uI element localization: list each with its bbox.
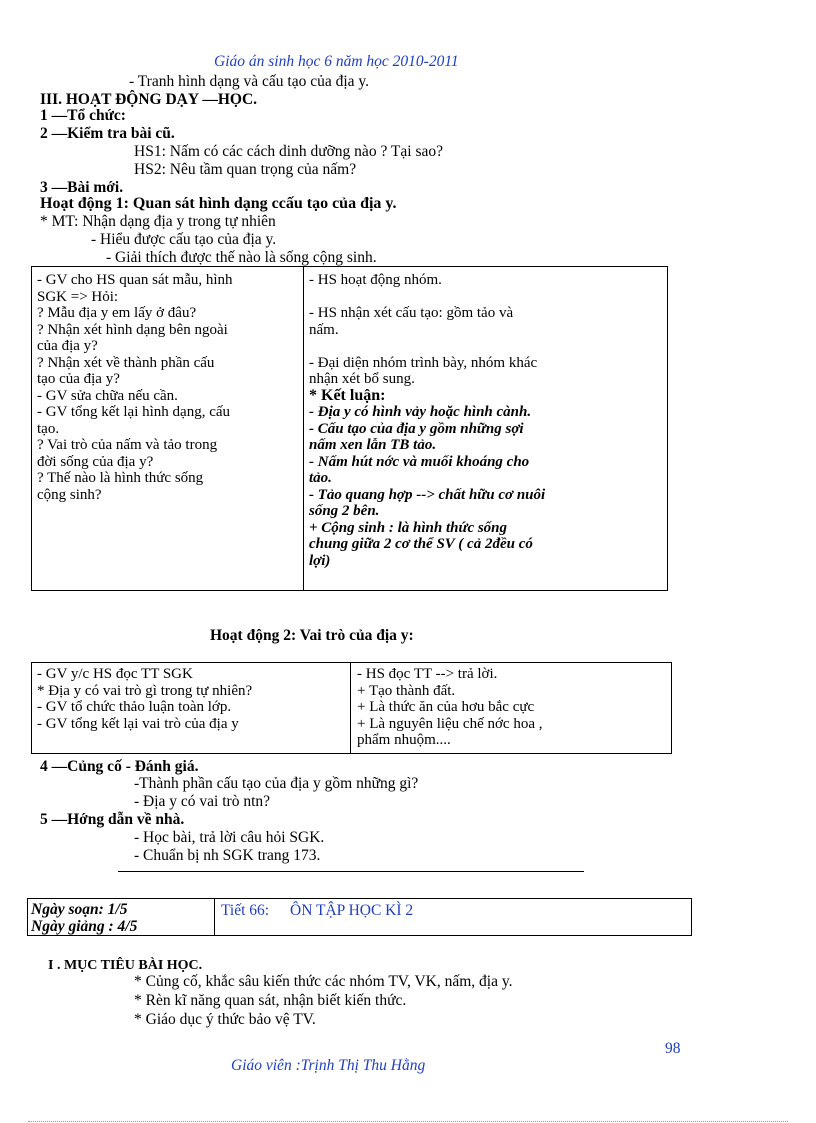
student-response: - HS nhận xét cấu tạo: gồm tảo và — [309, 305, 514, 321]
question-hs2: HS2: Nêu tầm quan trọng của nấm? — [134, 161, 357, 178]
teacher-step: - GV y/c HS đọc TT SGK — [37, 666, 193, 682]
conclusion-line: - Cấu tạo của địa y gồm những sợi — [309, 420, 524, 437]
objective-item: * Rèn kĩ năng quan sát, nhận biết kiến thức. — [134, 992, 407, 1009]
student-response: - Đại diện nhóm trình bày, nhóm khác — [309, 354, 538, 371]
teacher-step: đời sống của địa y? — [37, 453, 154, 470]
teacher-step: SGK => Hỏi: — [37, 288, 119, 305]
section-divider — [118, 871, 584, 872]
conclusion-line: nấm xen lẫn TB tảo. — [309, 437, 437, 453]
activity-1-teacher-column — [37, 272, 295, 503]
spacer — [309, 338, 664, 355]
student-response: - HS đọc TT --> trả lời. — [357, 666, 498, 682]
conclusion-line: chung giữa 2 cơ thể SV ( cả 2đều có — [309, 536, 533, 552]
page-header-title: Giáo án sinh học 6 năm học 2010-2011 — [214, 53, 459, 70]
conclusion-line: sống 2 bên. — [309, 503, 380, 519]
objectives-heading: I . MỤC TIÊU BÀI HỌC. — [48, 958, 203, 973]
teacher-step: - GV cho HS quan sát mẫu, hình — [37, 272, 233, 288]
student-response: phẩm nhuộm.... — [357, 732, 451, 748]
question-hs1: HS1: Nấm có các cách dinh dưỡng nào ? Tại sao? — [134, 143, 443, 160]
teacher-step: - GV tổ chức thảo luận toàn lớp. — [37, 699, 232, 715]
teacher-step: ? Thế nào là hình thức sống — [37, 470, 204, 486]
student-response: + Tạo thành đất. — [357, 682, 456, 699]
activity-2-teacher-column — [37, 666, 342, 732]
teacher-step: ? Nhận xét về thành phần cấu — [37, 354, 215, 371]
table-divider — [350, 662, 351, 754]
student-response: nhận xét bổ sung. — [309, 371, 415, 387]
item-3-heading: 3 —Bài mới. — [40, 179, 124, 196]
materials-line: - Tranh hình dạng và cấu tạo của địa y. — [129, 73, 370, 90]
lesson-title: ÔN TẬP HỌC KÌ 2 — [290, 902, 414, 919]
activity-2-student-column — [357, 666, 667, 749]
teacher-step: ? Mẫu địa y em lấy ở đâu? — [37, 305, 197, 321]
student-response: - HS hoạt động nhóm. — [309, 272, 442, 288]
item-1-heading: 1 —Tổ chức: — [40, 107, 126, 124]
conclusion-line: + Cộng sinh : là hình thức sống — [309, 519, 508, 536]
conclusion-line: - Nấm hút nớc và muối khoáng cho — [309, 453, 530, 470]
activity-2-heading: Hoạt động 2: Vai trò của địa y: — [210, 627, 414, 644]
objective-item: * Củng cố, khắc sâu kiến thức các nhóm TV, VK, nấm, địa y. — [134, 973, 513, 990]
period-label: Tiết 66: — [221, 902, 270, 919]
conclusion-line: - Tảo quang hợp --> chất hữu cơ nuôi — [309, 486, 546, 503]
conclusion-label: * Kết luận: — [309, 386, 386, 404]
student-response: + Là thức ăn của hơu bắc cực — [357, 699, 535, 715]
activity-1-student-column — [309, 272, 664, 569]
teacher-step: * Địa y có vai trò gì trong tự nhiên? — [37, 682, 253, 699]
item-5-heading: 5 —Hớng dẫn về nhà. — [40, 811, 185, 828]
activity-1-goal: * MT: Nhận dạng địa y trong tự nhiên — [40, 213, 276, 230]
page-bottom-rule — [28, 1121, 788, 1122]
student-response: nấm. — [309, 321, 339, 338]
preparation-date: Ngày soạn: 1/5 — [31, 901, 128, 918]
conclusion-line: tảo. — [309, 470, 332, 486]
teacher-step: cộng sinh? — [37, 486, 102, 503]
spacer — [309, 289, 664, 306]
homework-line: - Chuẩn bị nh SGK trang 173. — [134, 847, 321, 864]
teacher-step: ? Nhận xét hình dạng bên ngoài — [37, 321, 228, 338]
teacher-step: - GV sửa chữa nếu cần. — [37, 387, 178, 404]
teacher-step: - GV tổng kết lại hình dạng, cấu — [37, 404, 231, 420]
table-divider — [303, 266, 304, 591]
review-question: - Địa y có vai trò ntn? — [134, 793, 271, 810]
activity-1-heading: Hoạt động 1: Quan sát hình dạng ccấu tạo của địa y. — [40, 195, 397, 212]
teacher-step: tạo. — [37, 420, 60, 437]
review-question: -Thành phần cấu tạo của địa y gồm những gì? — [134, 775, 419, 792]
footer-teacher: Giáo viên :Trịnh Thị Thu Hằng — [231, 1057, 426, 1074]
teacher-step: - GV tổng kết lại vai trò của địa y — [37, 715, 239, 732]
teacher-step: tạo của địa y? — [37, 371, 120, 387]
activity-1-goal-item: - Giải thích được thế nào là sống cộng sinh. — [106, 249, 377, 266]
teacher-step: ? Vai trò của nấm và tảo trong — [37, 437, 218, 453]
activity-1-goal-item: - Hiểu được cấu tạo của địa y. — [91, 231, 277, 248]
section-heading: III. HOẠT ĐỘNG DẠY —HỌC. — [40, 91, 258, 108]
conclusion-line: - Địa y có hình vảy hoặc hình cành. — [309, 404, 532, 420]
homework-line: - Học bài, trả lời câu hỏi SGK. — [134, 829, 325, 846]
page-number: 98 — [665, 1040, 681, 1057]
objective-item: * Giáo dục ý thức bảo vệ TV. — [134, 1011, 316, 1028]
item-4-heading: 4 —Củng cố - Đánh giá. — [40, 758, 199, 775]
teaching-date: Ngày giảng : 4/5 — [31, 919, 138, 935]
conclusion-line: lợi) — [309, 552, 331, 569]
item-2-heading: 2 —Kiểm tra bài cũ. — [40, 125, 175, 142]
table-divider — [214, 898, 215, 936]
student-response: + Là nguyên liệu chế nớc hoa , — [357, 715, 543, 732]
teacher-step: của địa y? — [37, 338, 98, 354]
